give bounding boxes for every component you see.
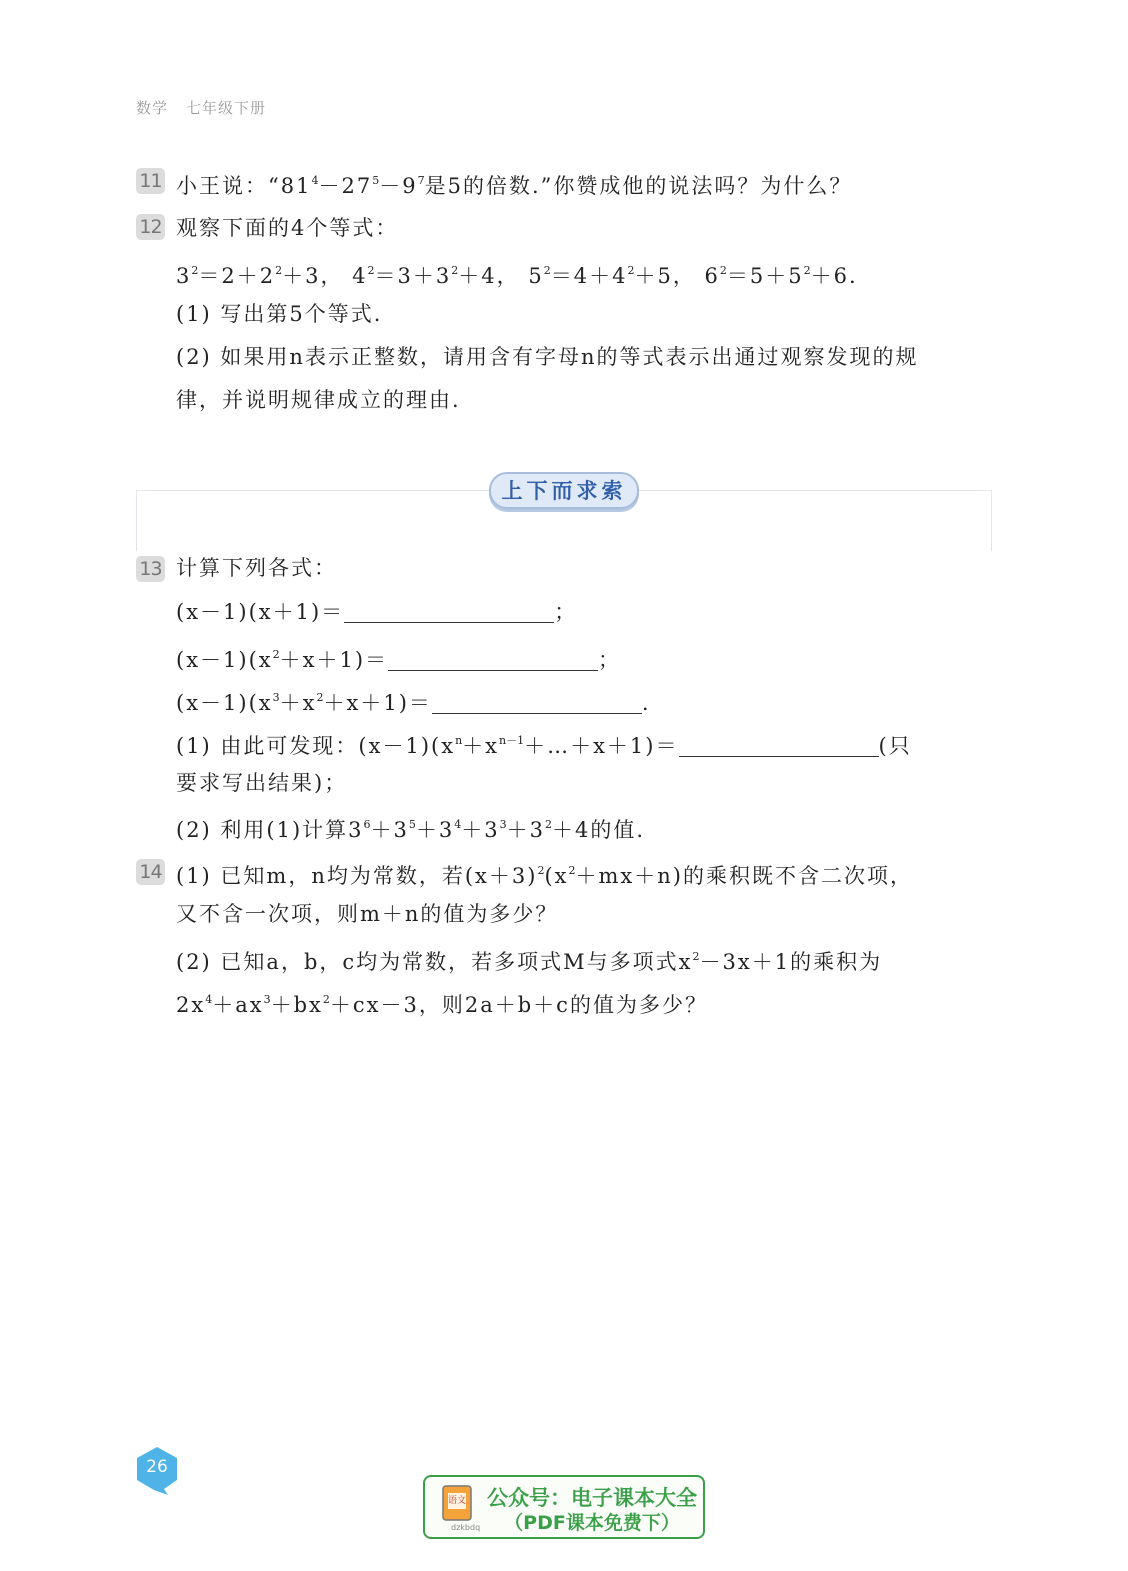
problem-13-line1: (x－1)(x＋1)＝ ； <box>176 600 578 624</box>
problem-12-q2-line2: 律，并说明规律成立的理由. <box>176 388 461 412</box>
answer-blank[interactable] <box>432 691 642 714</box>
problem-number-12: 12 <box>136 214 165 240</box>
problem-13-q2: (2) 利用(1)计算$3^6+3^5+3^4+3^3+3^2+4$的值. <box>176 818 646 842</box>
problem-12-intro: 观察下面的4个等式： <box>176 216 399 240</box>
section-corner-left <box>136 490 151 551</box>
problem-11-text: 小王说：“$81^4-27^5-9^7$是5的倍数.”你赞成他的说法吗？为什么？ <box>176 174 853 198</box>
section-corner-right <box>977 490 992 551</box>
watermark-line2: （PDF课本免费下） <box>504 1512 680 1534</box>
problem-number-14: 14 <box>136 859 165 885</box>
problem-14-line1: (1) 已知m，n均为常数，若$(x+3)^2(x^2+mx+n)$的乘积既不含二次项， <box>176 864 913 888</box>
problem-12-q1: (1) 写出第5个等式. <box>176 302 383 326</box>
problem-13-line3: $(x-1)(x^3+x^2+x+1)=$ . <box>176 691 651 715</box>
problem-12-q2-line1: (2) 如果用n表示正整数，请用含有字母n的等式表示出通过观察发现的规 <box>176 345 919 369</box>
section-banner <box>136 470 992 550</box>
page-header <box>136 97 266 118</box>
section-title: 上下而求索 <box>489 472 639 509</box>
answer-blank[interactable] <box>388 648 598 671</box>
page-number: 26 <box>146 1457 168 1477</box>
header-grade: 七年级下册 <box>186 99 267 117</box>
page-number-badge <box>134 1445 180 1493</box>
problem-13-line2: $(x-1)(x^2+x+1)=$ ； <box>176 648 622 672</box>
problem-13-intro: 计算下列各式： <box>176 556 337 580</box>
problem-13-q1-line2: 要求写出结果)； <box>176 771 348 795</box>
problem-number-11: 11 <box>136 168 165 194</box>
header-subject: 数学 <box>136 99 169 117</box>
problem-13-q1: (1) 由此可发现：$(x-1)(x^n+x^{n-1}+\dots+x+1)=$ (只 <box>176 734 912 758</box>
book-label: 语文 <box>448 1496 467 1506</box>
problem-14-line3: (2) 已知a，b，c均为常数，若多项式M与多项式$x^2-3x+1$的乘积为 <box>176 950 883 974</box>
watermark-box <box>423 1475 705 1539</box>
problem-12-equations: $3^2=2+2^2+3$， $4^2=3+3^2+4$， $5^2=4+4^2+5$， $6^2=5+5^2+6$. <box>176 264 858 288</box>
problem-14-line2: 又不含一次项，则m＋n的值为多少？ <box>176 902 559 926</box>
answer-blank[interactable] <box>344 600 554 623</box>
answer-blank[interactable] <box>679 734 879 757</box>
watermark-line1: 公众号：电子课本大全 <box>487 1486 697 1510</box>
watermark-small: dzkbdq <box>451 1523 481 1532</box>
problem-14-line4: $2x^4+ax^3+bx^2+cx-3$，则2a＋b＋c的值为多少？ <box>176 993 708 1017</box>
problem-number-13: 13 <box>136 556 165 582</box>
